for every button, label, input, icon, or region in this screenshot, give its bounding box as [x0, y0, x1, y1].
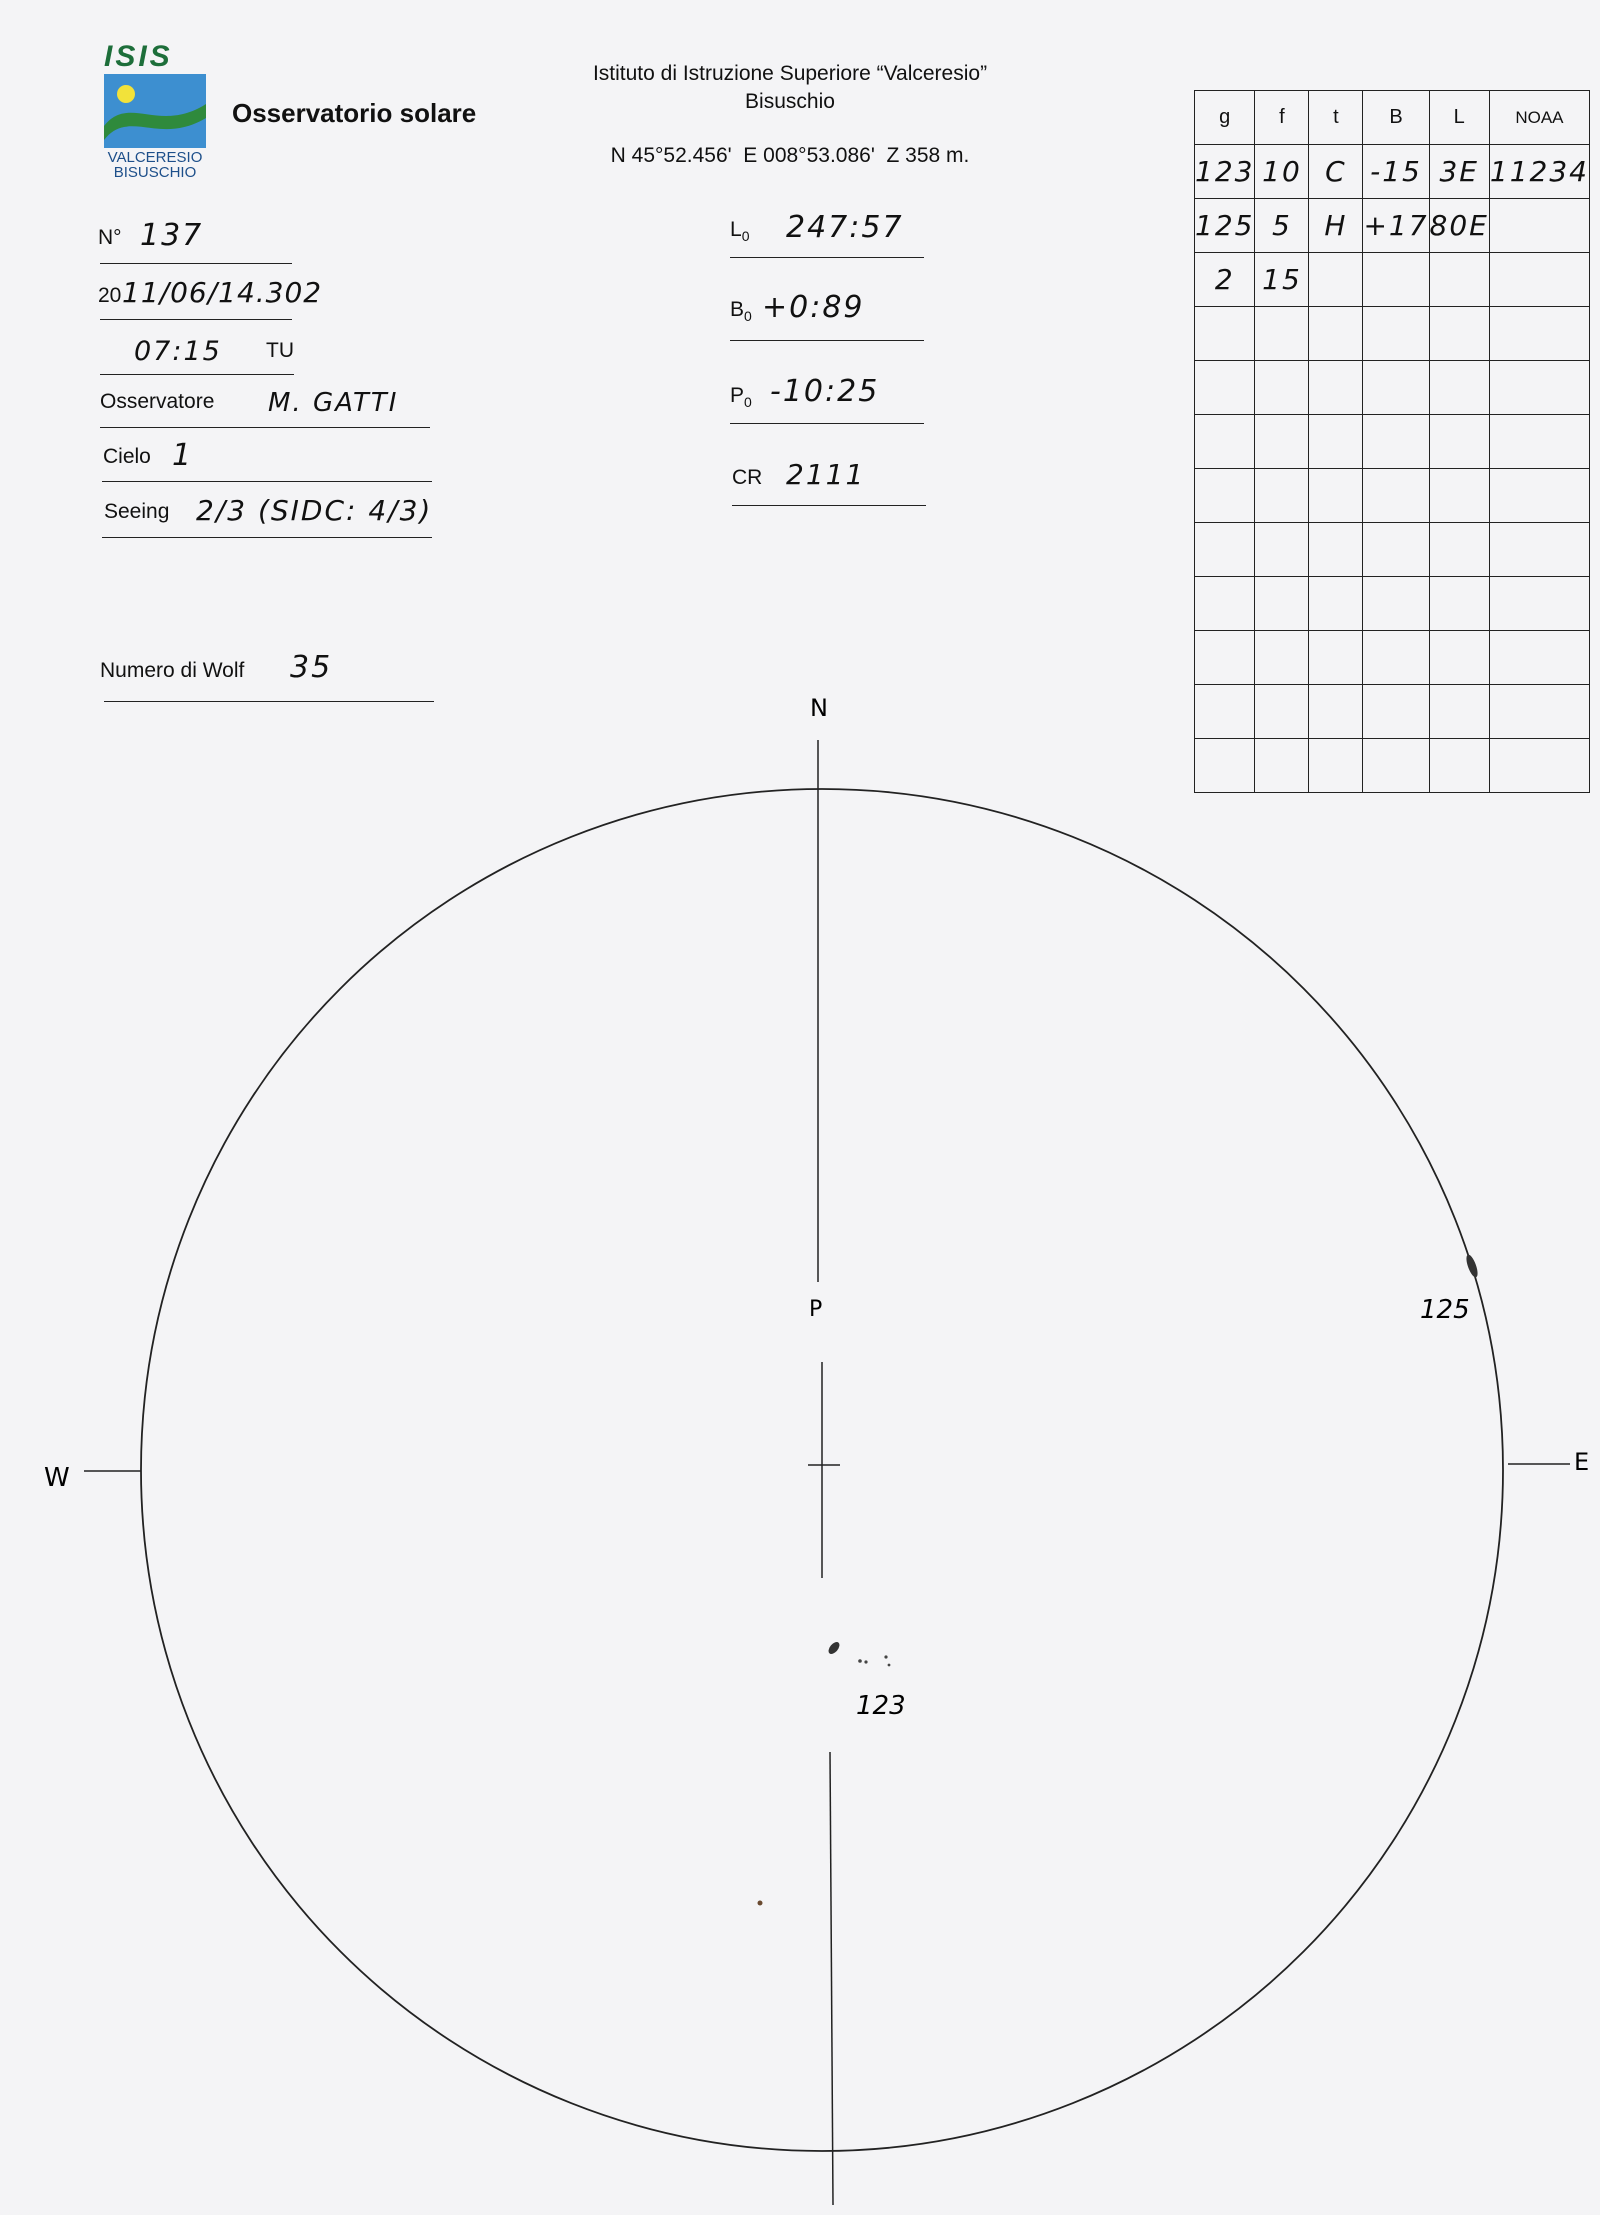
table-cell: -15	[1363, 145, 1429, 199]
table-cell: 3E	[1429, 145, 1489, 199]
west-label: W	[44, 1463, 70, 1493]
logo-wordmark: ISIS	[104, 40, 173, 73]
p0-value: -10:25	[770, 374, 880, 409]
table-cell: 125	[1195, 199, 1255, 253]
b0-value: +0:89	[762, 290, 865, 325]
pole-label: P	[809, 1297, 823, 1322]
l0-subscript: 0	[741, 228, 750, 245]
p0-letter: P	[730, 384, 745, 407]
table-cell: 15	[1255, 253, 1309, 307]
table-header-cell: L	[1429, 91, 1489, 145]
table-cell: H	[1309, 199, 1363, 253]
table-header-cell: B	[1363, 91, 1429, 145]
seeing-label: Seeing	[104, 500, 170, 523]
table-header-cell: NOAA	[1489, 91, 1589, 145]
cr-value: 2111	[786, 458, 866, 491]
number-value: 137	[140, 218, 204, 253]
paper-speck	[758, 1901, 763, 1906]
table-cell: +17	[1363, 199, 1429, 253]
p0-subscript: 0	[744, 394, 752, 411]
sunspot-group-123-pore	[888, 1664, 891, 1667]
table-cell: 10	[1255, 145, 1309, 199]
sunspot-group-123-pore	[858, 1659, 862, 1663]
institute-coords: N 45°52.456' E 008°53.086' Z 358 m.	[610, 144, 970, 167]
date-value: 11/06/14.302	[122, 276, 323, 309]
observer-value: M. GATTI	[268, 388, 399, 418]
b0-letter: B	[730, 298, 745, 321]
table-cell: 5	[1255, 199, 1309, 253]
table-cell: 11234	[1489, 145, 1589, 199]
sunspot-group-123-pore	[864, 1660, 867, 1663]
wolf-value: 35	[290, 650, 333, 685]
table-cell: 123	[1195, 145, 1255, 199]
table-header-cell: t	[1309, 91, 1363, 145]
wolf-label: Numero di Wolf	[100, 659, 245, 682]
table-cell: 2	[1195, 253, 1255, 307]
l0-letter: L	[730, 218, 742, 241]
table-cell: 80E	[1429, 199, 1489, 253]
institute-town: Bisuschio	[745, 90, 835, 113]
sky-label: Cielo	[103, 445, 151, 468]
logo-subtitle-line2: BISUSCHIO	[113, 164, 197, 181]
table-cell: C	[1309, 145, 1363, 199]
institute-name: Istituto di Istruzione Superiore “Valceresio”	[592, 62, 988, 85]
time-unit: TU	[266, 339, 294, 362]
cr-label: CR	[732, 466, 763, 489]
date-prefix: 20	[98, 284, 122, 307]
number-label: N°	[98, 226, 122, 249]
south-axis-line	[830, 1752, 833, 2205]
sunspot-group-123-label: 123	[856, 1691, 906, 1721]
table-header-cell: f	[1255, 91, 1309, 145]
page-title: Osservatorio solare	[232, 98, 477, 128]
l0-value: 247:57	[786, 210, 904, 245]
seeing-value: 2/3 (SIDC: 4/3)	[196, 494, 433, 527]
time-value: 07:15	[134, 336, 222, 367]
table-header-cell: g	[1195, 91, 1255, 145]
observer-label: Osservatore	[100, 390, 215, 413]
east-label: E	[1574, 1448, 1590, 1476]
sky-value: 1	[172, 438, 194, 473]
north-label: N	[810, 694, 828, 722]
sunspot-group-125-spot	[1464, 1253, 1480, 1278]
logo-subtitle-line1: VALCERESIO	[107, 149, 203, 166]
sunspot-group-125-label: 125	[1420, 1295, 1470, 1325]
b0-subscript: 0	[744, 308, 752, 325]
sunspot-group-123-pore	[884, 1655, 887, 1658]
sunspot-group-123-spot	[826, 1640, 841, 1656]
